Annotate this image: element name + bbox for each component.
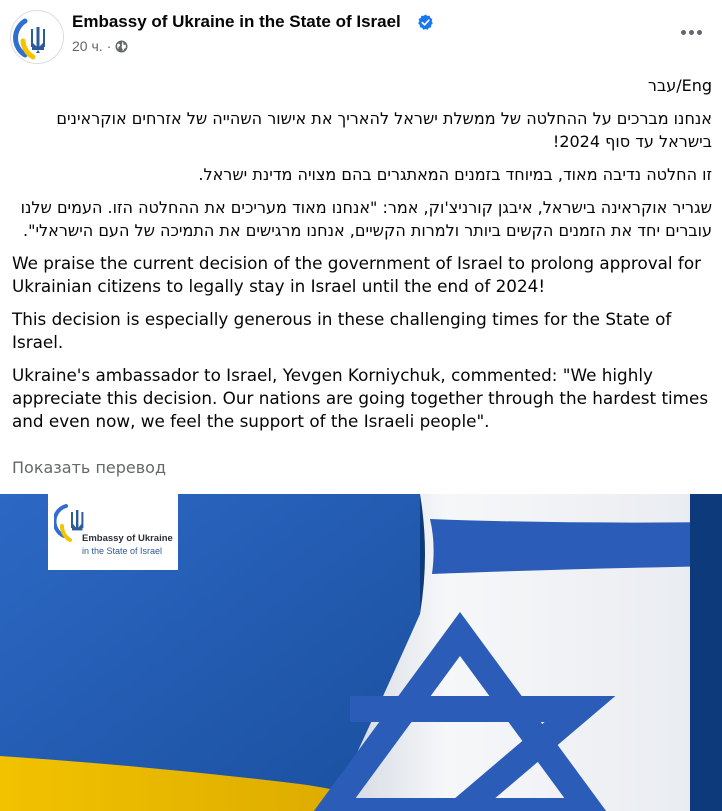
show-translation-link[interactable]: Показать перевод (12, 458, 167, 477)
globe-icon[interactable] (115, 40, 128, 53)
hebrew-paragraph-1: אנחנו מברכים על ההחלטה של ממשלת ישראל להאריך את אישור השהייה של אזרחים אוקראינים בישראל עד סוף 2024! (56, 109, 712, 151)
logo-subtitle: in the State of Israel (82, 546, 163, 556)
hebrew-paragraph-3: שגריר אוקראינה בישראל, איבגן קורניצ'וק, אמר: "אנחנו מאוד מעריכים את ההחלטה הזו. העמים שלנו עוברים יחד את הזמנים הקשים ביותר ולמרות הקשיים, אנחנו מרגישים את התמיכה של העם הישראלי". (20, 198, 712, 240)
english-paragraph-2: This decision is especially generous in these challenging times for the State of Israel. (12, 309, 672, 352)
post-timestamp[interactable]: 20 ч. (72, 38, 103, 54)
hebrew-section (12, 74, 712, 242)
post-meta (72, 38, 128, 54)
verified-badge-icon (417, 14, 434, 31)
hebrew-paragraph-2: זו החלטה נדיבה מאוד, במיוחד בזמנים המאתגרים בהם מצויה מדינת ישראל. (198, 165, 712, 184)
english-section (12, 252, 712, 433)
embassy-logo-card (48, 494, 178, 570)
post-body (12, 70, 712, 443)
english-paragraph-3: Ukraine's ambassador to Israel, Yevgen Korniychuk, commented: "We highly appreciate this decision. Our nations are going together through the hardest times and even now, we feel the support of the Israeli people". (12, 365, 709, 431)
english-paragraph-1: We praise the current decision of the government of Israel to prolong approval for Ukrainian citizens to legally stay in Israel until the end of 2024! (12, 253, 701, 296)
language-label: Eng/עבר (647, 76, 712, 95)
more-options-icon[interactable] (676, 20, 706, 44)
ukraine-trident-logo-icon (11, 11, 64, 64)
page-name-link[interactable]: Embassy of Ukraine in the State of Israel (72, 12, 401, 31)
post-header (0, 0, 722, 68)
page-avatar[interactable] (10, 10, 64, 64)
logo-title: Embassy of Ukraine (82, 533, 173, 544)
meta-separator: · (106, 38, 112, 54)
